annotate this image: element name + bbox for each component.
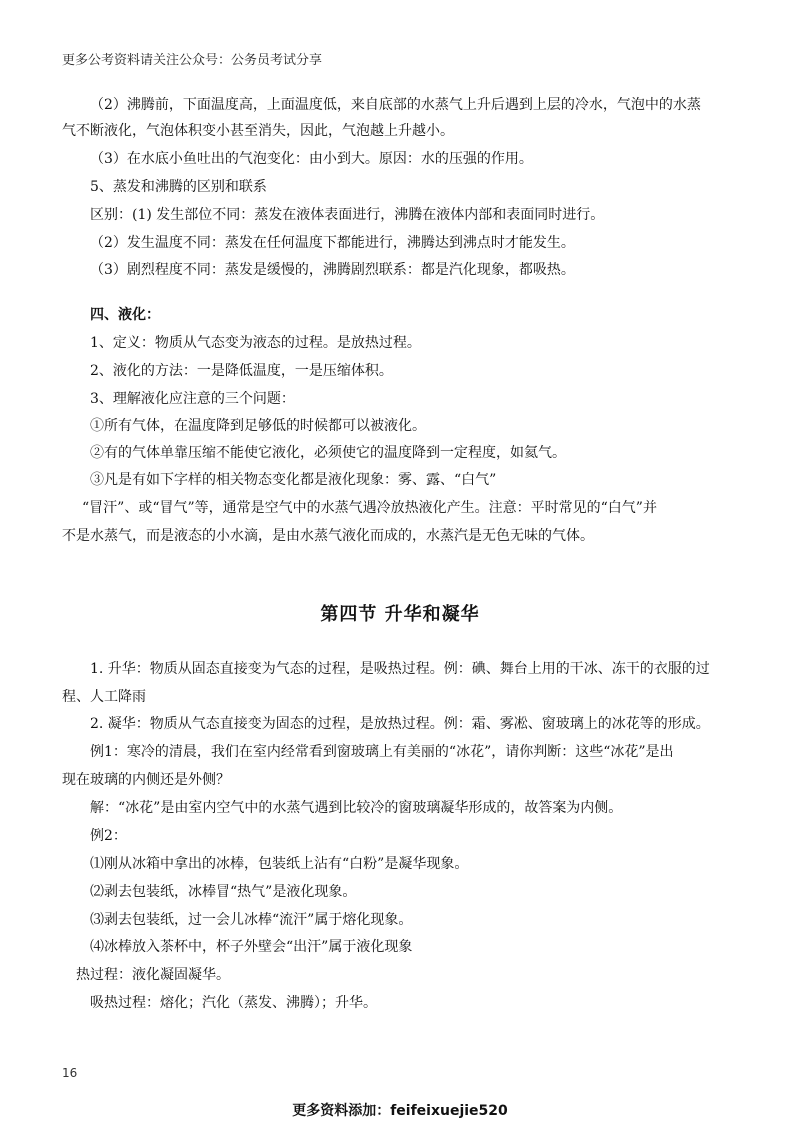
boiling-p3: （3）在水底小鱼吐出的气泡变化：由小到大。原因：水的压强的作用。 (90, 151, 533, 167)
diff-item-1: 区别：(1) 发生部位不同：蒸发在液体表面进行，沸腾在液体内部和表面同时进行。 (90, 207, 605, 223)
liquefaction-issue-1: ①所有气体，在温度降到足够低的时候都可以被液化。 (90, 418, 426, 434)
liquefaction-issue-3-line1: ③凡是有如下字样的相关物态变化都是液化现象：雾、露、“白气” (90, 472, 497, 488)
page-header: 更多公考资料请关注公众号：公务员考试分享 (62, 53, 323, 68)
footer-text: 更多资料添加：feifeixuejie520 (292, 1103, 508, 1119)
section-title: 第四节 升华和凝华 (320, 604, 480, 625)
liquefaction-heading: 四、液化： (90, 307, 160, 323)
deposition: 2. 凝华：物质从气态直接变为固态的过程，是放热过程。例：霜、雾凇、窗玻璃上的冰花等的形成。 (90, 716, 710, 732)
liquefaction-issue-2: ②有的气体单靠压缩不能使它液化，必须使它的温度降到一定程度，如氦气。 (90, 445, 566, 461)
diff-title: 5、蒸发和沸腾的区别和联系 (90, 179, 267, 195)
boiling-p2-line1: （2）沸腾前，下面温度高，上面温度低，来自底部的水蒸气上升后遇到上层的冷水，气泡中的水蒸 (90, 97, 701, 113)
example2-label: 例2： (90, 828, 127, 844)
example2-item-4: ⑷冰棒放入茶杯中，杯子外壁会“出汗”属于液化现象 (90, 939, 413, 955)
example1-answer: 解：“冰花”是由室内空气中的水蒸气遇到比较冷的窗玻璃凝华形成的，故答案为内侧。 (90, 800, 623, 816)
liquefaction-definition: 1、定义：物质从气态变为液态的过程。是放热过程。 (90, 335, 421, 351)
boiling-p2-line2: 气不断液化，气泡体积变小甚至消失，因此，气泡越上升越小。 (62, 123, 454, 139)
heat-absorb: 吸热过程：熔化；汽化（蒸发、沸腾）；升华。 (90, 995, 377, 1011)
sublimation-line2: 程、人工降雨 (62, 689, 146, 705)
liquefaction-issues-title: 3、理解液化应注意的三个问题： (90, 391, 295, 407)
liquefaction-issue-3-line3: 不是水蒸气，而是液态的小水滴，是由水蒸气液化而成的，水蒸汽是无色无味的气体。 (62, 528, 594, 544)
page-number: 16 (62, 1066, 78, 1080)
example1-line2: 现在玻璃的内侧还是外侧？ (62, 772, 230, 788)
example1-line1: 例1：寒冷的清晨，我们在室内经常看到窗玻璃上有美丽的“冰花”，请你判断：这些“冰花”是出 (90, 744, 674, 760)
liquefaction-issue-3-line2: “冒汗”、或“冒气”等，通常是空气中的水蒸气遇冷放热液化产生。注意：平时常见的“白气”并 (82, 500, 657, 516)
heat-release: 热过程：液化凝固凝华。 (76, 967, 230, 983)
diff-item-2: （2）发生温度不同：蒸发在任何温度下都能进行，沸腾达到沸点时才能发生。 (90, 235, 575, 251)
liquefaction-methods: 2、液化的方法：一是降低温度，一是压缩体积。 (90, 363, 393, 379)
example2-item-3: ⑶剥去包装纸，过一会儿冰棒“流汗”属于熔化现象。 (90, 912, 413, 928)
diff-item-3: （3）剧烈程度不同：蒸发是缓慢的，沸腾剧烈联系：都是汽化现象，都吸热。 (90, 262, 575, 278)
sublimation-line1: 1. 升华：物质从固态直接变为气态的过程，是吸热过程。例：碘、舞台上用的干冰、冻干的衣服的过 (90, 661, 710, 677)
example2-item-2: ⑵剥去包装纸，冰棒冒“热气”是液化现象。 (90, 884, 357, 900)
example2-item-1: ⑴刚从冰箱中拿出的冰棒，包装纸上沾有“白粉”是凝华现象。 (90, 856, 469, 872)
